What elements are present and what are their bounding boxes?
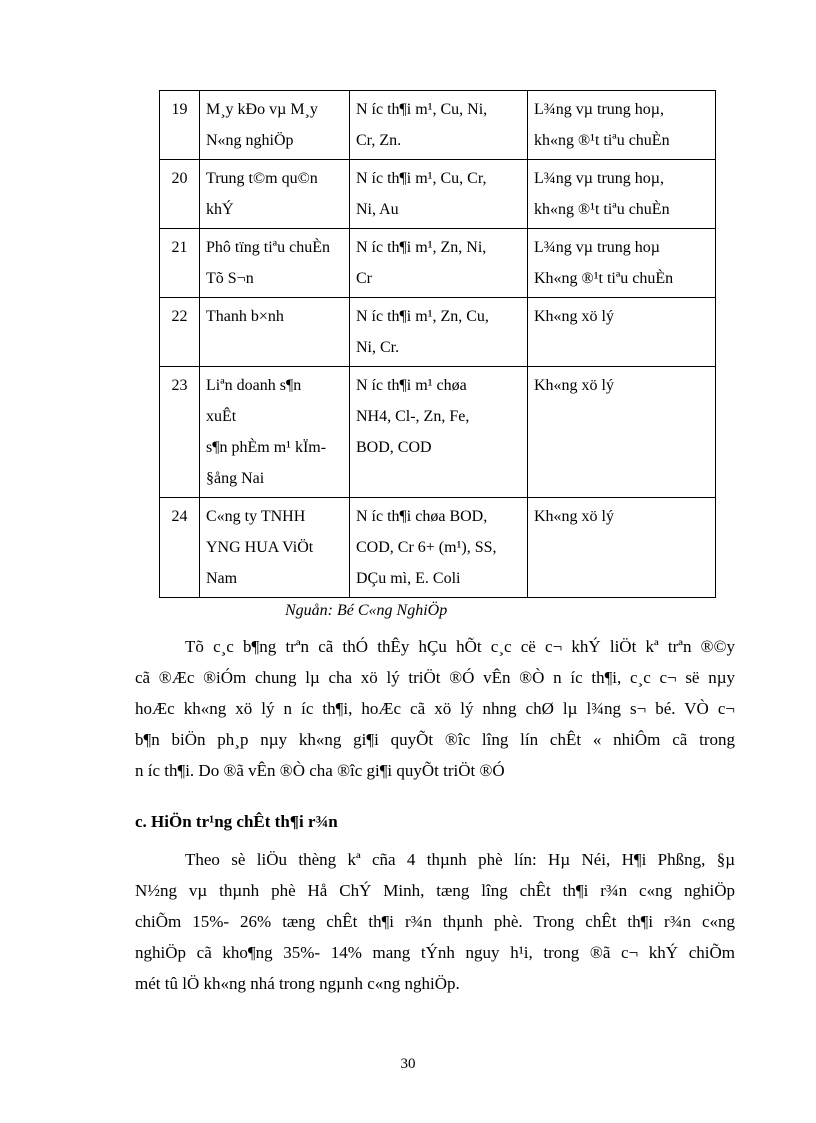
facility-line: xuÊt (206, 408, 237, 425)
pollutants-line: BOD, COD (356, 439, 432, 456)
treatment-line: Kh«ng xö lý (534, 308, 614, 325)
facility-cell (200, 298, 350, 367)
row-number-cell: 23 (160, 367, 200, 498)
facility-cell (200, 367, 350, 498)
pollutants-line: Ni, Cr. (356, 339, 400, 356)
treatment-cell (528, 91, 716, 160)
pollutants-line: Cr (356, 270, 372, 287)
treatment-line: L¾ng vµ trung hoµ, (534, 170, 664, 187)
treatment-cell (528, 298, 716, 367)
table-row (160, 298, 716, 367)
facility-line: Thanh b×nh (206, 308, 284, 325)
treatment-line: kh«ng ®¹t tiªu chuÈn (534, 201, 670, 218)
treatment-line: Kh«ng ®¹t tiªu chuÈn (534, 270, 674, 287)
treatment-line: L¾ng vµ trung hoµ (534, 239, 660, 256)
pollutants-line: Ni, Au (356, 201, 399, 218)
facility-line: Nam (206, 570, 238, 587)
row-number-cell: 21 (160, 229, 200, 298)
pollutants-cell (350, 367, 528, 498)
table-row (160, 498, 716, 598)
paragraph-solid-waste (135, 844, 735, 999)
pollution-table-container (159, 90, 715, 598)
treatment-cell (528, 498, 716, 598)
facility-cell (200, 160, 350, 229)
paragraph-line: Tõ c¸c b¶ng trªn cã thÓ thÊy hÇu hÕt c¸c cë c¬ khÝ liÖt kª trªn ®©y (185, 637, 735, 656)
treatment-cell (528, 367, 716, 498)
table-row (160, 229, 716, 298)
pollutants-line: Cr, Zn. (356, 132, 402, 149)
facility-line: khÝ (206, 201, 234, 218)
facility-cell (200, 91, 350, 160)
section-heading-solid-waste: c. HiÖn tr¹ng chÊt th¶i r¾n (135, 812, 338, 831)
treatment-line: Kh«ng xö lý (534, 508, 614, 525)
treatment-line: kh«ng ®¹t tiªu chuÈn (534, 132, 670, 149)
row-number-cell: 19 (160, 91, 200, 160)
pollutants-line: NH4, Cl-, Zn, Fe, (356, 408, 470, 425)
pollutants-line: DÇu mì, E. Coli (356, 570, 461, 587)
row-number-cell: 20 (160, 160, 200, 229)
facility-line: M¸y kÐo vµ M¸y (206, 101, 318, 118)
pollutants-line: N íc th¶i m¹, Zn, Ni, (356, 239, 487, 256)
pollutants-line: N íc th¶i m¹ chøa (356, 377, 467, 394)
paragraph-line: n íc th¶i. Do ®ã vÊn ®Ò cha ®îc gi¶i quyÕt triÖt ®Ó (135, 761, 505, 780)
facility-cell (200, 498, 350, 598)
facility-cell (200, 229, 350, 298)
pollutants-line: N íc th¶i chøa BOD, (356, 508, 488, 525)
paragraph-line: mét tû lÖ kh«ng nhá trong ngµnh c«ng nghiÖp. (135, 974, 460, 993)
treatment-line: Kh«ng xö lý (534, 377, 614, 394)
page-number: 30 (400, 1056, 416, 1072)
paragraph-line: hoÆc kh«ng xö lý n íc th¶i, hoÆc cã xö lý nhng chØ lµ l¾ng s¬ bé. VÒ c¬ (135, 699, 735, 718)
pollutants-line: N íc th¶i m¹, Cu, Cr, (356, 170, 487, 187)
paragraph-line: chiÕm 15%- 26% tæng chÊt th¶i r¾n thµnh phè. Trong chÊt th¶i r¾n c«ng (135, 912, 735, 931)
table-row (160, 367, 716, 498)
pollutants-cell (350, 298, 528, 367)
table-source-note: Nguån: Bé C«ng NghiÖp (285, 602, 448, 619)
paragraph-wastewater-summary (135, 631, 735, 786)
facility-line: C«ng ty TNHH (206, 508, 306, 525)
paragraph-line: Theo sè liÖu thèng kª cña 4 thµnh phè lín: Hµ Néi, H¶i Phßng, §µ (185, 850, 735, 869)
facility-line: Liªn doanh s¶n (206, 377, 302, 394)
paragraph-line: N½ng vµ thµnh phè Hå ChÝ Minh, tæng lîng chÊt th¶i r¾n c«ng nghiÖp (135, 881, 735, 900)
pollutants-cell (350, 91, 528, 160)
treatment-cell (528, 229, 716, 298)
row-number-cell: 22 (160, 298, 200, 367)
facility-line: s¶n phÈm m¹ kÏm- (206, 439, 327, 456)
facility-line: Tõ S¬n (206, 270, 254, 287)
facility-line: YNG HUA ViÖt (206, 539, 314, 556)
paragraph-line: nghiÖp cã kho¶ng 35%- 14% mang tÝnh nguy h¹i, trong ®ã c¬ khÝ chiÕm (135, 943, 735, 962)
pollutants-cell (350, 229, 528, 298)
pollutants-line: COD, Cr 6+ (m¹), SS, (356, 539, 497, 556)
treatment-cell (528, 160, 716, 229)
pollution-table (159, 90, 716, 598)
facility-line: N«ng nghiÖp (206, 132, 294, 149)
facility-line: Phô tïng tiªu chuÈn (206, 239, 330, 256)
pollutants-cell (350, 160, 528, 229)
pollutants-cell (350, 498, 528, 598)
pollutants-line: N íc th¶i m¹, Zn, Cu, (356, 308, 489, 325)
table-row (160, 91, 716, 160)
table-row (160, 160, 716, 229)
facility-line: §ång Nai (206, 470, 265, 487)
facility-line: Trung t©m qu©n (206, 170, 318, 187)
paragraph-line: b¶n biÖn ph¸p nµy kh«ng gi¶i quyÕt ®îc lîng lín chÊt « nhiÔm cã trong (135, 730, 735, 749)
row-number-cell: 24 (160, 498, 200, 598)
paragraph-line: cã ®Æc ®iÓm chung lµ cha xö lý triÖt ®Ó vÊn ®Ò n íc th¶i, c¸c c¬ së nµy (135, 668, 735, 687)
treatment-line: L¾ng vµ trung hoµ, (534, 101, 664, 118)
pollutants-line: N íc th¶i m¹, Cu, Ni, (356, 101, 488, 118)
